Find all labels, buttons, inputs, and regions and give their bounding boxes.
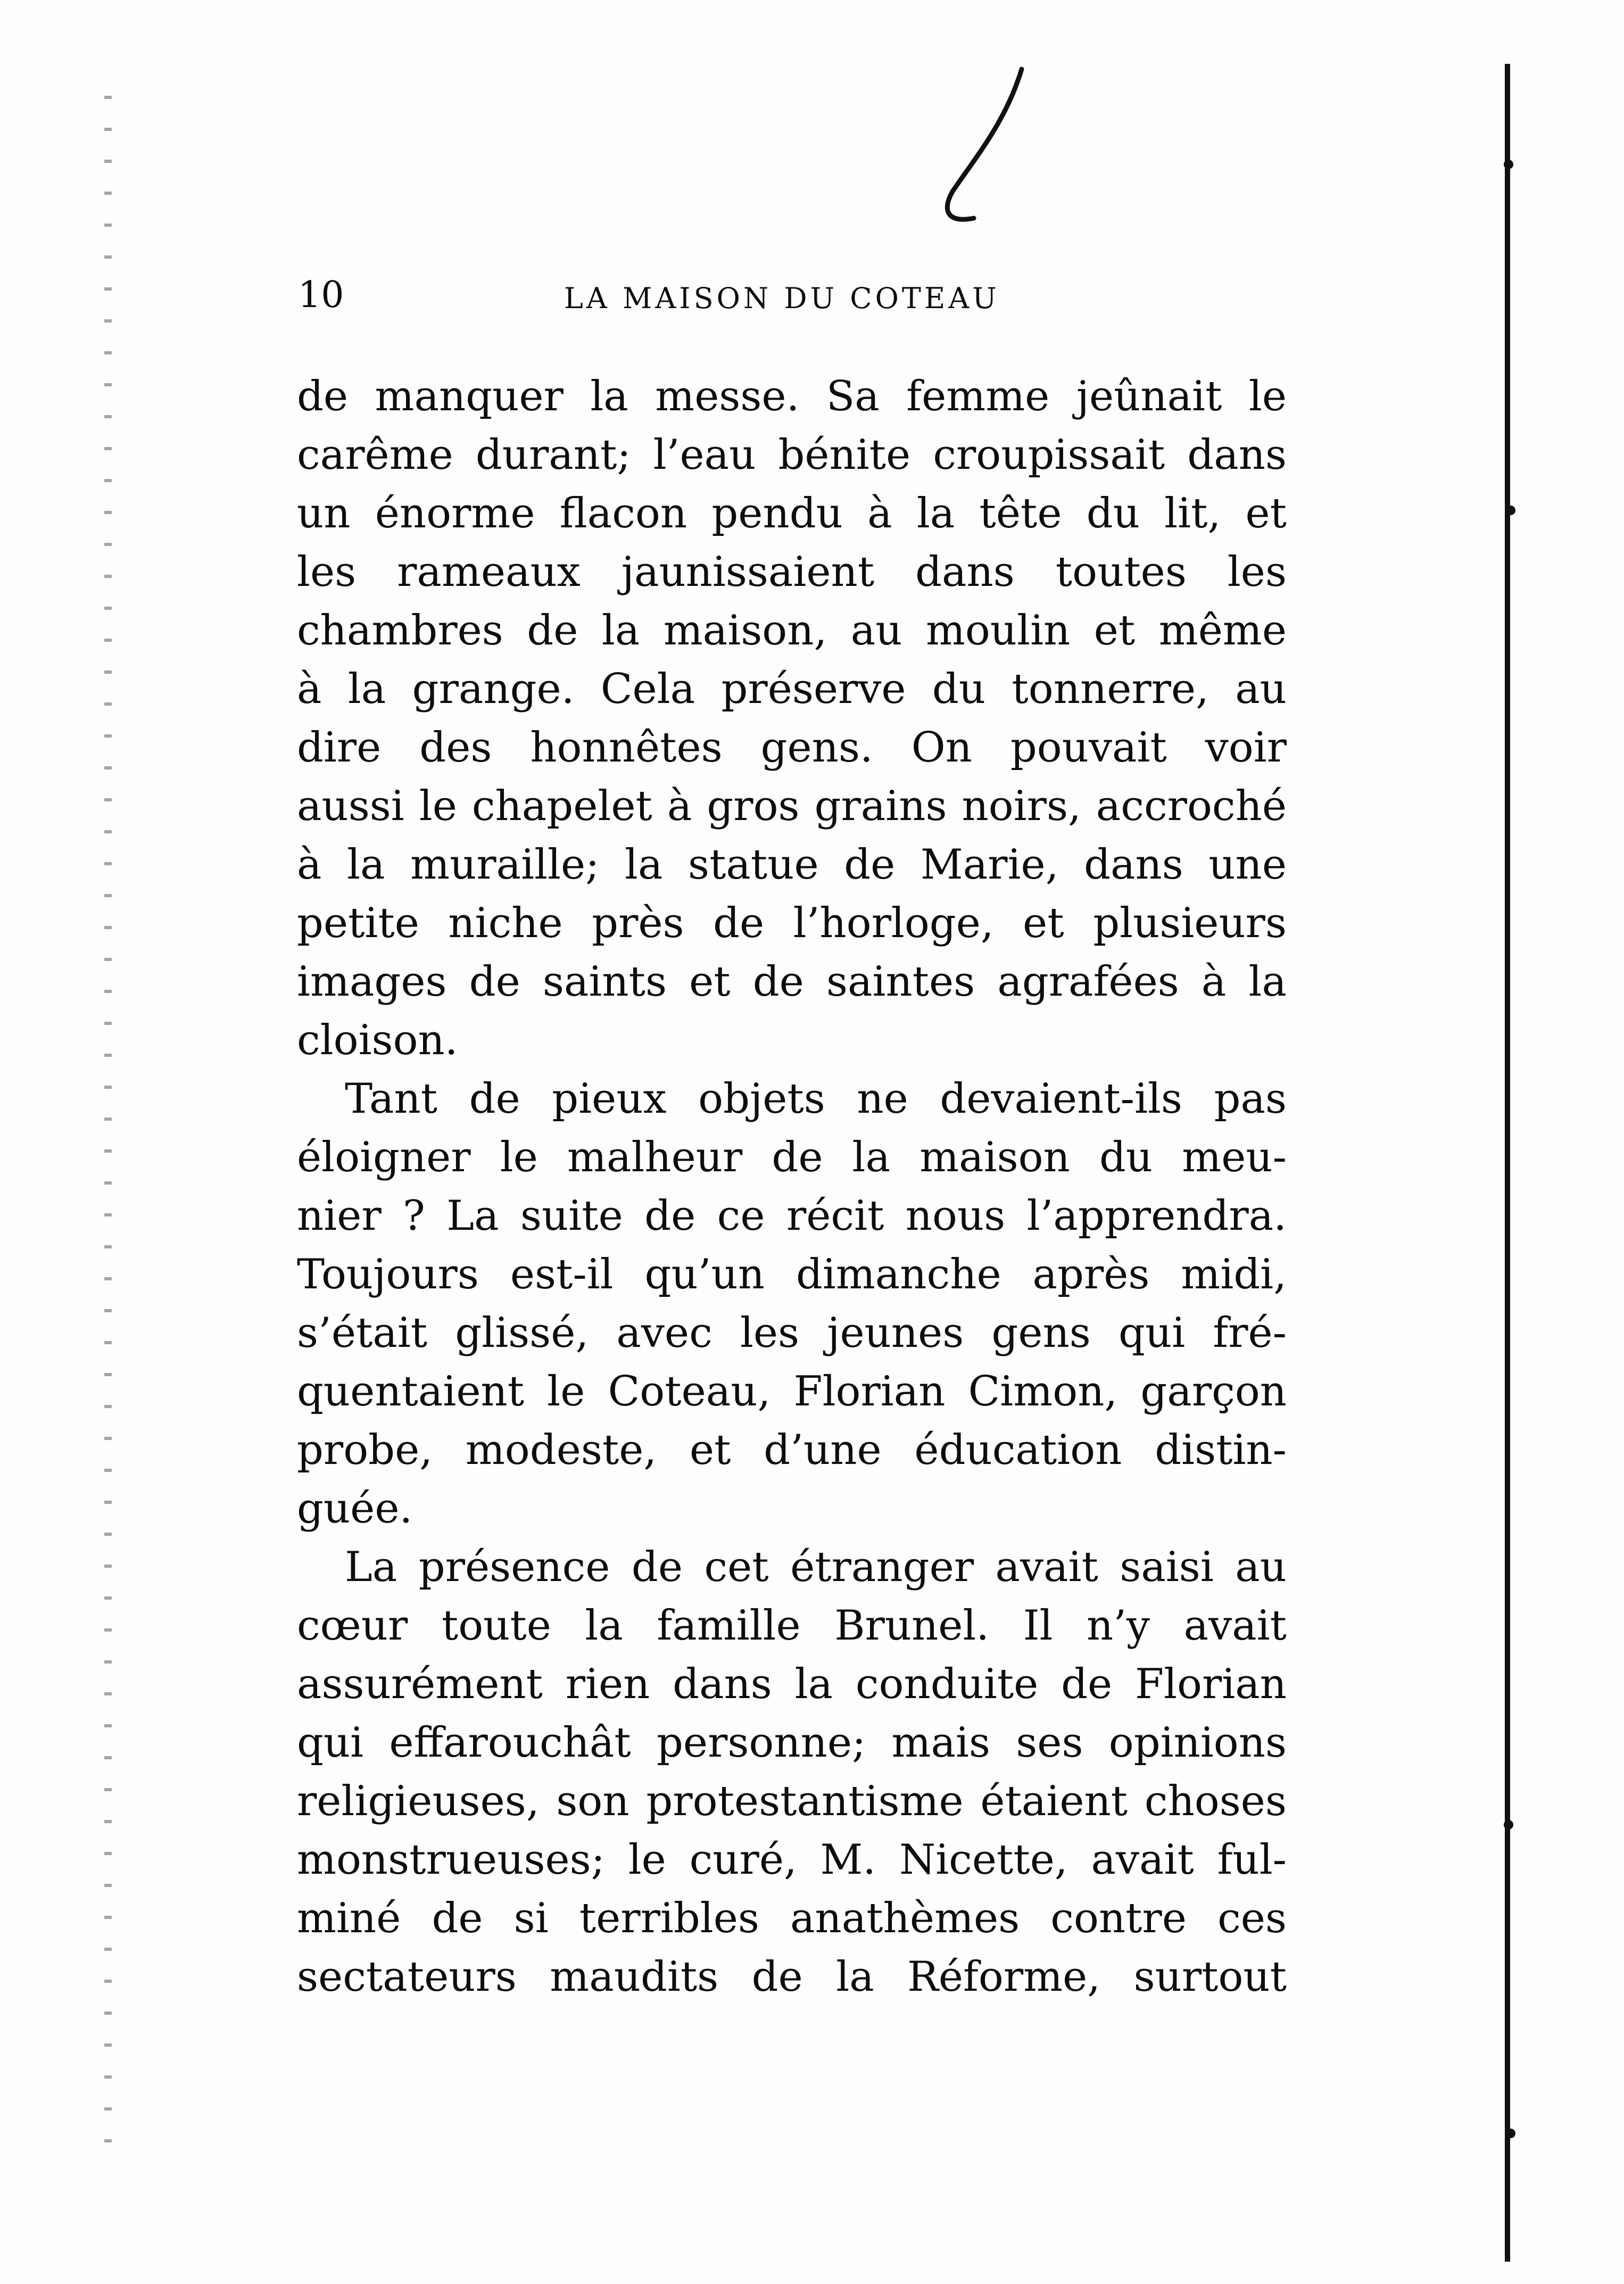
text-line: cloison. [297,1016,458,1064]
gutter-mark [1504,1820,1513,1830]
text-line: La présence de cet étranger avait saisi au [345,1543,1287,1591]
text-line: s’était glissé, avec les jeunes gens qui fré- [297,1309,1287,1357]
text-line: probe, modeste, et d’une éducation distin- [297,1426,1287,1474]
text-line: images de saints et de saintes agrafées à la [297,958,1287,1006]
running-header [298,271,1288,319]
text-line: qui effarouchât personne; mais ses opinions [297,1719,1287,1767]
body-text [297,367,1287,2006]
page-number: 10 [298,274,344,316]
text-line: carême durant; l’eau bénite croupissait dans [297,431,1287,479]
text-line: chambres de la maison, au moulin et même [297,607,1287,655]
text-line: un énorme flacon pendu à la tête du lit, et [297,490,1287,537]
text-line: dire des honnêtes gens. On pouvait voir [297,724,1287,772]
text-line: quentaient le Coteau, Florian Cimon, garçon [297,1368,1287,1416]
text-line: aussi le chapelet à gros grains noirs, accroché [297,782,1287,830]
text-line: monstrueuses; le curé, M. Nicette, avait ful- [297,1836,1287,1884]
text-line: assurément rien dans la conduite de Florian [297,1660,1287,1708]
text-line: à la muraille; la statue de Marie, dans une [297,841,1287,889]
text-line: sectateurs maudits de la Réforme, surtout [297,1953,1287,2001]
page-edge-speckle [104,96,112,2171]
text-line: Toujours est-il qu’un dimanche après midi, [297,1251,1287,1298]
text-line: les rameaux jaunissaient dans toutes les [297,548,1287,596]
pen-scribble-mark [915,59,1054,234]
text-line: religieuses, son protestantisme étaient choses [297,1777,1287,1825]
text-line: petite niche près de l’horloge, et plusieurs [297,899,1287,947]
gutter-mark [1504,160,1513,169]
text-line: cœur toute la famille Brunel. Il n’y avait [297,1602,1287,1650]
gutter-shadow-line [1505,64,1510,2262]
text-line: miné de si terribles anathèmes contre ces [297,1894,1287,1942]
text-line: de manquer la messe. Sa femme jeûnait le [297,373,1287,420]
text-line: éloigner le malheur de la maison du meu- [297,1133,1287,1181]
text-line: guée. [297,1485,413,1533]
text-line: à la grange. Cela préserve du tonnerre, au [297,665,1287,713]
text-line: nier ? La suite de ce récit nous l’apprendra. [297,1192,1287,1240]
gutter-mark [1506,506,1515,515]
gutter-mark [1506,2129,1515,2138]
text-line: Tant de pieux objets ne devaient-ils pas [345,1075,1287,1123]
running-title: LA MAISON DU COTEAU [564,282,1000,315]
